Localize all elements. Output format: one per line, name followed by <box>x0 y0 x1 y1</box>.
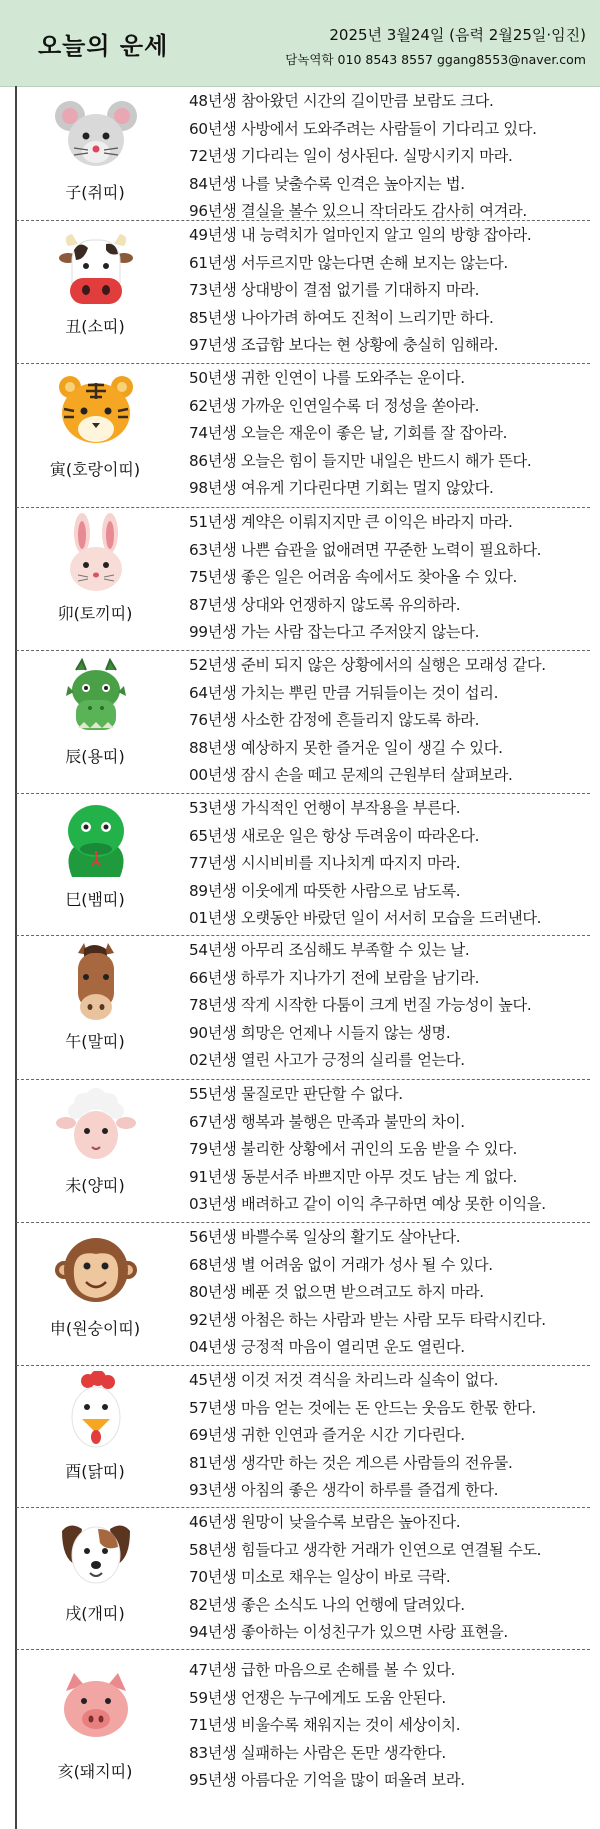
fortune-line: 66년생 하루가 지나가기 전에 보람을 남기라. <box>189 968 480 987</box>
snake-icon <box>54 799 138 883</box>
fortune-line: 75년생 좋은 일은 어려움 속에서도 찾아올 수 있다. <box>189 568 517 586</box>
fortune-line: 68년생 별 어려움 없이 거래가 성사 될 수 있다. <box>189 1255 493 1274</box>
zodiac-label: 寅(호랑이띠) <box>49 460 141 479</box>
fortune-line: 89년생 이웃에게 따뜻한 사람으로 남도록. <box>189 881 461 900</box>
fortune-line: 73년생 상대방이 결점 없기를 기대하지 마라. <box>189 281 480 299</box>
fortune-line: 88년생 예상하지 못한 즐거운 일이 생길 수 있다. <box>189 738 503 757</box>
fortune-line: 51년생 계약은 이뤄지지만 큰 이익은 바라지 마라. <box>189 513 513 531</box>
zodiac-entry-rooster <box>16 1365 590 1508</box>
fortune-line: 64년생 가치는 뿌린 만큼 거둬들이는 것이 섭리. <box>189 683 499 702</box>
fortune-line: 49년생 내 능력치가 얼마인지 알고 일의 방향 잡아라. <box>189 226 532 244</box>
fortune-line: 98년생 여유게 기다린다면 기회는 멀지 않았다. <box>189 479 494 497</box>
monkey-icon <box>54 1228 138 1312</box>
zodiac-entry-rat <box>16 86 590 221</box>
fortune-line: 97년생 조급함 보다는 현 상황에 충실히 임해라. <box>189 336 499 354</box>
zodiac-entry-monkey <box>16 1222 590 1366</box>
tiger-icon <box>54 369 138 453</box>
zodiac-entry-snake <box>16 793 590 936</box>
fortune-lines <box>189 937 599 1075</box>
zodiac-entry-tiger <box>16 363 590 508</box>
fortune-line: 82년생 좋은 소식도 나의 언행에 달려있다. <box>189 1595 465 1614</box>
rooster-icon <box>54 1371 138 1455</box>
zodiac-label: 卯(토끼띠) <box>57 604 133 623</box>
fortune-lines <box>189 1224 599 1362</box>
zodiac-entry-dog <box>16 1507 590 1650</box>
fortune-lines <box>189 509 599 647</box>
zodiac-label: 酉(닭띠) <box>65 1462 125 1481</box>
fortune-lines <box>189 652 599 790</box>
fortune-line: 72년생 기다리는 일이 성사된다. 실망시키지 마라. <box>189 147 513 165</box>
fortune-line: 04년생 긍정적 마음이 열리면 운도 열린다. <box>189 1338 465 1356</box>
pig-icon <box>54 1663 138 1747</box>
zodiac-entry-dragon <box>16 650 590 794</box>
fortune-line: 70년생 미소로 채우는 일상이 바로 극락. <box>189 1568 451 1586</box>
fortune-lines <box>189 1509 599 1647</box>
contact-line: 담녹역학 010 8543 8557 ggang8553@naver.com <box>285 52 586 67</box>
fortune-lines <box>189 365 599 503</box>
fortune-line: 50년생 귀한 인연이 나를 도와주는 운이다. <box>189 369 465 387</box>
horse-icon <box>54 941 138 1025</box>
fortune-line: 63년생 나쁜 습관을 없애려면 꾸준한 노력이 필요하다. <box>189 540 542 559</box>
fortune-line: 99년생 가는 사람 잡는다고 주저앉지 않는다. <box>189 623 480 641</box>
fortune-line: 46년생 원망이 낮을수록 보람은 높아진다. <box>189 1513 461 1531</box>
fortune-line: 79년생 불리한 상황에서 귀인의 도움 받을 수 있다. <box>189 1140 517 1158</box>
zodiac-entry-pig <box>16 1649 590 1829</box>
fortune-line: 86년생 오늘은 힘이 들지만 내일은 반드시 해가 뜬다. <box>189 451 532 470</box>
fortune-line: 45년생 이것 저것 격식을 차리느라 실속이 없다. <box>189 1371 499 1389</box>
header <box>0 0 600 87</box>
fortune-line: 80년생 베푼 것 없으면 받으려고도 하지 마라. <box>189 1283 484 1301</box>
fortune-line: 47년생 급한 마음으로 손해를 볼 수 있다. <box>189 1661 455 1679</box>
fortune-line: 01년생 오랫동안 바랐던 일이 서서히 모습을 드러낸다. <box>189 909 542 927</box>
fortune-line: 74년생 오늘은 재운이 좋은 날, 기회를 잘 잡아라. <box>189 424 508 442</box>
sheep-icon <box>54 1085 138 1169</box>
zodiac-entry-rabbit <box>16 507 590 651</box>
fortune-line: 52년생 준비 되지 않은 상황에서의 실행은 모래성 같다. <box>189 656 546 674</box>
fortune-line: 61년생 서두르지만 않는다면 손해 보지는 않는다. <box>189 253 508 272</box>
zodiac-label: 辰(용띠) <box>65 747 125 766</box>
fortune-line: 76년생 사소한 감정에 흔들리지 않도록 하라. <box>189 711 480 729</box>
fortune-line: 90년생 희망은 언제나 시들지 않는 생명. <box>189 1023 451 1042</box>
fortune-line: 85년생 나아가려 하여도 진척이 느리기만 하다. <box>189 308 494 327</box>
fortune-line: 58년생 힘들다고 생각한 거래가 인연으로 연결될 수도. <box>189 1540 542 1559</box>
date-line: 2025년 3월24일 (음력 2월25일·임진) <box>329 26 586 44</box>
fortune-line: 02년생 열린 사고가 긍정의 실리를 얻는다. <box>189 1051 465 1069</box>
fortune-line: 71년생 비울수록 채워지는 것이 세상이치. <box>189 1716 461 1734</box>
fortune-line: 84년생 나를 낮출수록 인격은 높아지는 법. <box>189 174 465 193</box>
fortune-line: 83년생 실패하는 사람은 돈만 생각한다. <box>189 1743 446 1762</box>
fortune-line: 67년생 행복과 불행은 만족과 불만의 차이. <box>189 1112 465 1131</box>
zodiac-label: 丑(소띠) <box>65 317 125 336</box>
fortune-line: 96년생 결실을 볼수 있으니 작더라도 감사히 여겨라. <box>189 202 527 220</box>
rabbit-icon <box>54 513 138 597</box>
fortune-line: 81년생 생각만 하는 것은 게으른 사람들의 전유물. <box>189 1453 513 1472</box>
zodiac-label: 午(말띠) <box>65 1032 125 1051</box>
zodiac-entry-ox <box>16 220 590 364</box>
rat-icon <box>54 92 138 176</box>
fortune-line: 53년생 가식적인 언행이 부작용을 부른다. <box>189 799 461 817</box>
fortune-line: 78년생 작게 시작한 다툼이 크게 번질 가능성이 높다. <box>189 996 532 1014</box>
zodiac-label: 巳(뱀띠) <box>65 890 125 909</box>
fortune-line: 93년생 아침의 좋은 생각이 하루를 즐겁게 한다. <box>189 1481 499 1499</box>
fortune-lines <box>189 1367 599 1505</box>
fortune-line: 55년생 물질로만 판단할 수 없다. <box>189 1085 403 1103</box>
fortune-line: 57년생 마음 얻는 것에는 돈 안드는 웃음도 한몫 한다. <box>189 1398 536 1417</box>
fortune-line: 48년생 참아왔던 시간의 길이만큼 보람도 크다. <box>189 92 494 110</box>
fortune-line: 92년생 아첨은 하는 사람과 받는 사람 모두 타락시킨다. <box>189 1310 546 1329</box>
dog-icon <box>54 1513 138 1597</box>
zodiac-label: 子(쥐띠) <box>65 183 125 202</box>
page-title: 오늘의 운세 <box>38 32 169 60</box>
fortune-line: 54년생 아무리 조심해도 부족할 수 있는 날. <box>189 941 470 959</box>
zodiac-label: 戌(개띠) <box>65 1604 125 1623</box>
fortune-line: 59년생 언쟁은 누구에게도 도움 안된다. <box>189 1688 446 1707</box>
fortune-lines <box>189 222 599 360</box>
fortune-line: 87년생 상대와 언쟁하지 않도록 유의하라. <box>189 595 461 614</box>
fortune-line: 91년생 동분서주 바쁘지만 아무 것도 남는 게 없다. <box>189 1167 517 1186</box>
fortune-lines <box>189 1081 599 1219</box>
fortune-line: 60년생 사방에서 도와주려는 사람들이 기다리고 있다. <box>189 119 537 138</box>
fortune-line: 65년생 새로운 일은 항상 두려움이 따라온다. <box>189 826 480 845</box>
fortune-line: 62년생 가까운 인연일수록 더 정성을 쏟아라. <box>189 396 480 415</box>
fortune-line: 95년생 아름다운 기억을 많이 떠올려 보라. <box>189 1771 465 1789</box>
zodiac-label: 未(양띠) <box>65 1176 125 1195</box>
fortune-lines <box>189 795 599 933</box>
zodiac-entry-sheep <box>16 1079 590 1223</box>
dragon-icon <box>54 656 138 740</box>
zodiac-label: 申(원숭이띠) <box>49 1319 141 1338</box>
fortune-lines <box>189 88 599 226</box>
fortune-line: 03년생 배려하고 같이 이익 추구하면 예상 못한 이익을. <box>189 1195 546 1213</box>
zodiac-label: 亥(돼지띠) <box>57 1762 133 1781</box>
zodiac-entry-horse <box>16 935 590 1080</box>
fortune-line: 94년생 좋아하는 이성친구가 있으면 사랑 표현을. <box>189 1623 508 1641</box>
fortune-lines <box>189 1657 599 1795</box>
fortune-line: 56년생 바쁠수록 일상의 활기도 살아난다. <box>189 1228 461 1246</box>
ox-icon <box>54 226 138 310</box>
fortune-line: 69년생 귀한 인연과 즐거운 시간 기다린다. <box>189 1426 465 1444</box>
fortune-line: 77년생 시시비비를 지나치게 따지지 마라. <box>189 854 461 872</box>
fortune-line: 00년생 잠시 손을 떼고 문제의 근원부터 살펴보라. <box>189 766 513 784</box>
